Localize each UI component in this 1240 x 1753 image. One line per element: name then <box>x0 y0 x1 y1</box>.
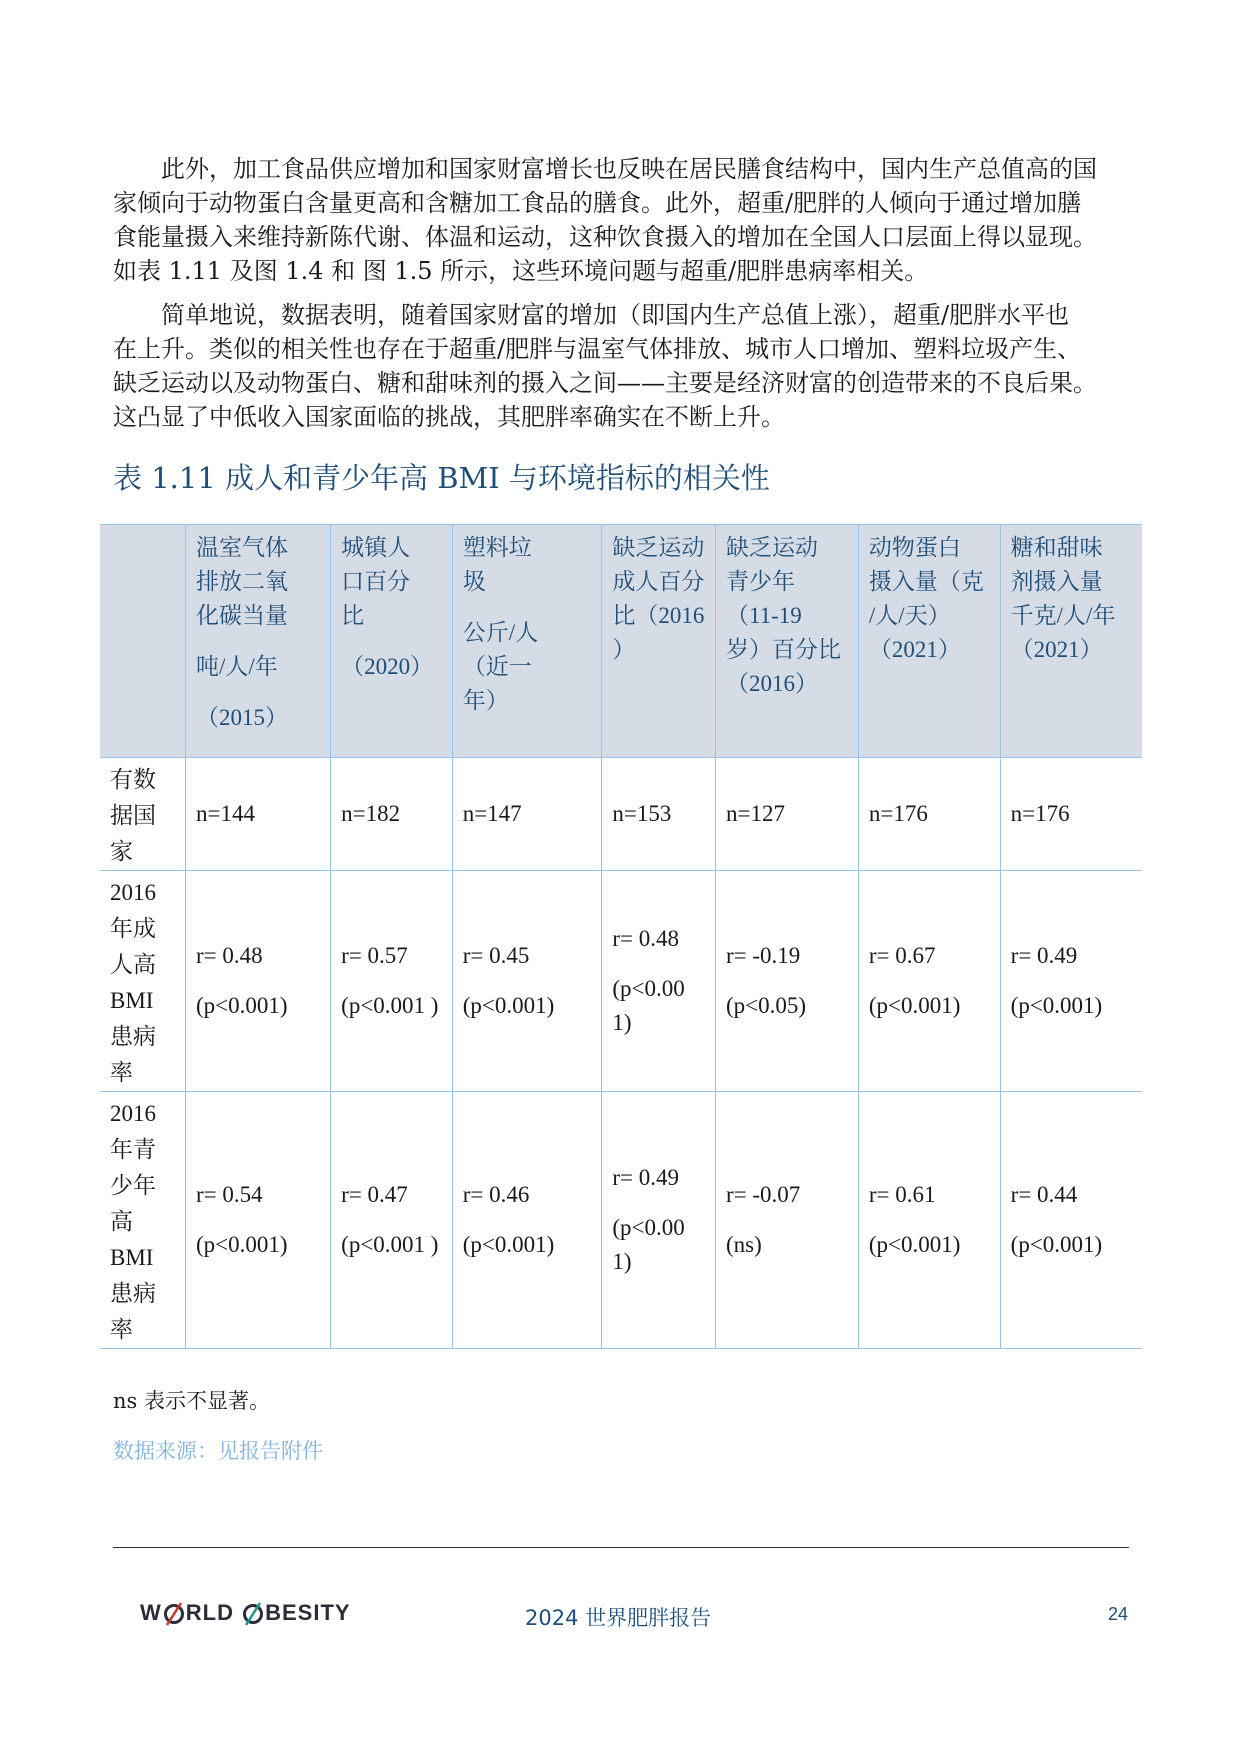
table-cell <box>858 1092 1000 1349</box>
table-cell <box>858 758 1000 871</box>
table-cell <box>715 758 858 871</box>
table-cell <box>602 1092 716 1349</box>
logo-text-besity: BESITY <box>265 1600 351 1625</box>
table-cell <box>602 871 716 1092</box>
table-cell <box>331 871 453 1092</box>
column-header <box>186 525 331 758</box>
table-cell <box>331 1092 453 1349</box>
row-header-line: 少年 <box>110 1173 156 1198</box>
paragraph-2 <box>113 298 1133 434</box>
cell-value: r= -0.19 <box>725 943 801 968</box>
table-cell <box>1000 871 1142 1092</box>
cell-value: r= 0.61 <box>868 1182 936 1207</box>
column-header-line <box>196 633 320 650</box>
column-header-line: 缺乏运动 <box>725 535 818 560</box>
header-corner-cell <box>100 525 186 758</box>
cell-pvalue: (p<0.001 ) <box>341 1232 439 1257</box>
column-header-line: （2021） <box>868 637 961 662</box>
column-header-line: 成人百分 <box>612 569 705 594</box>
row-header-line: BMI <box>110 1245 154 1270</box>
cell-pvalue: (p<0.00 1) <box>612 976 685 1035</box>
table-row <box>100 758 1142 871</box>
column-header-line: 化碳当量 <box>196 603 289 628</box>
column-header <box>331 525 453 758</box>
cell-value: n=176 <box>1010 801 1070 826</box>
column-header-line: 塑料垃 <box>462 535 532 560</box>
paragraph-line: 此外，加工食品供应增加和国家财富增长也反映在居民膳食结构中，国内生产总值高的国 <box>161 155 1097 183</box>
cell-value: r= 0.48 <box>612 926 679 951</box>
column-header <box>715 525 858 758</box>
column-header-line: 温室气体 <box>196 535 289 560</box>
cell-pvalue: (p<0.001) <box>868 1232 961 1257</box>
cell-value: r= 0.49 <box>612 1165 679 1190</box>
row-header-line: BMI <box>110 988 154 1013</box>
row-header-line: 率 <box>110 1317 133 1342</box>
table-cell <box>186 871 331 1092</box>
cell-value: r= 0.54 <box>196 1182 263 1207</box>
cell-pvalue: (p<0.001) <box>868 993 961 1018</box>
row-header-line: 年青 <box>110 1137 156 1162</box>
column-header-line: 糖和甜味 <box>1010 535 1103 560</box>
cell-value: r= -0.07 <box>725 1182 801 1207</box>
row-header-line: 2016 <box>110 880 156 905</box>
row-header <box>100 871 186 1092</box>
column-header-line: 摄入量（克 <box>868 569 984 594</box>
table-footnote: ns 表示不显著。 <box>113 1389 270 1413</box>
cell-value: n=153 <box>612 801 672 826</box>
row-header-line: 人高 <box>110 952 156 977</box>
table-header-row <box>100 525 1142 758</box>
cell-pvalue: (p<0.001) <box>1010 993 1103 1018</box>
column-header <box>452 525 602 758</box>
paragraph-line: 缺乏运动以及动物蛋白、糖和甜味剂的摄入之间——主要是经济财富的创造带来的不良后果。 <box>113 369 1097 397</box>
row-header <box>100 758 186 871</box>
row-header-line: 有数 <box>110 767 156 792</box>
footer-divider <box>113 1547 1129 1548</box>
logo-text-rld: RLD <box>185 1600 242 1625</box>
column-header-line <box>196 684 320 701</box>
column-header-line: 剂摄入量 <box>1010 569 1103 594</box>
table-cell <box>452 1092 602 1349</box>
column-header-line: 千克/人/年 <box>1010 603 1116 628</box>
column-header-line <box>341 633 442 650</box>
cell-pvalue: (ns) <box>725 1232 762 1257</box>
cell-pvalue: (p<0.001) <box>462 993 555 1018</box>
column-header-line: 口百分 <box>341 569 411 594</box>
table-row <box>100 1092 1142 1349</box>
row-header-line: 据国 <box>110 803 156 828</box>
column-header-line: 青少年 <box>725 569 795 594</box>
table-cell <box>858 871 1000 1092</box>
row-header-line: 年成 <box>110 916 156 941</box>
world-obesity-logo <box>140 1600 351 1636</box>
column-header <box>858 525 1000 758</box>
cell-value: n=176 <box>868 801 928 826</box>
row-header-line: 家 <box>110 839 133 864</box>
paragraph-line: 家倾向于动物蛋白含量更高和含糖加工食品的膳食。此外，超重/肥胖的人倾向于通过增加膳 <box>113 189 1082 217</box>
table-cell <box>715 871 858 1092</box>
table-cell <box>1000 1092 1142 1349</box>
cell-pvalue: (p<0.001 ) <box>341 993 439 1018</box>
column-header-line: 圾 <box>462 569 486 594</box>
table-cell <box>186 1092 331 1349</box>
column-header-line: 吨/人/年 <box>196 654 278 679</box>
table-title: 表 1.11 成人和青少年高 BMI 与环境指标的相关性 <box>113 461 770 495</box>
cell-value: r= 0.49 <box>1010 943 1078 968</box>
cell-value: n=144 <box>196 801 255 826</box>
column-header-line <box>463 599 592 616</box>
paragraph-line: 简单地说，数据表明，随着国家财富的增加（即国内生产总值上涨），超重/肥胖水平也 <box>161 301 1070 329</box>
column-header-line: 排放二氧 <box>196 569 289 594</box>
cell-value: n=147 <box>462 801 522 826</box>
column-header-line: 比（2016 ） <box>612 603 705 662</box>
table-cell <box>452 758 602 871</box>
column-header <box>1000 525 1142 758</box>
table-cell <box>715 1092 858 1349</box>
cell-pvalue: (p<0.05) <box>725 993 807 1018</box>
row-header <box>100 1092 186 1349</box>
row-header-line: 高 <box>110 1209 133 1234</box>
cell-pvalue: (p<0.00 1) <box>612 1215 685 1274</box>
table-cell <box>186 758 331 871</box>
cell-value: r= 0.46 <box>462 1182 530 1207</box>
column-header-line: （2020） <box>341 654 434 679</box>
paragraph-1 <box>113 152 1133 288</box>
data-source-link[interactable]: 数据来源：见报告附件 <box>113 1439 323 1463</box>
row-header-line: 2016 <box>110 1101 156 1126</box>
row-header-line: 患病 <box>110 1281 156 1306</box>
column-header-line: /人/天） <box>868 603 951 628</box>
column-header-line: （2015） <box>196 705 289 730</box>
correlation-table <box>100 524 1142 1349</box>
column-header-line: （2021） <box>1010 637 1103 662</box>
cell-pvalue: (p<0.001) <box>462 1232 555 1257</box>
column-header-line: 缺乏运动 <box>612 535 705 560</box>
cell-value: r= 0.57 <box>341 943 408 968</box>
table-cell <box>452 871 602 1092</box>
column-header-line: 年） <box>462 688 509 713</box>
table-cell <box>602 758 716 871</box>
cell-pvalue: (p<0.001) <box>196 1232 288 1257</box>
column-header-line: （11-19 <box>725 603 802 628</box>
paragraph-line: 如表 1.11 及图 1.4 和 图 1.5 所示，这些环境问题与超重/肥胖患病率相关。 <box>113 257 929 285</box>
column-header-line: 比 <box>341 603 365 628</box>
column-header-line: （近一 <box>462 654 532 679</box>
page-number: 24 <box>1108 1604 1129 1624</box>
logo-o-mark-icon <box>163 1601 185 1627</box>
logo-o-mark-icon <box>242 1601 264 1627</box>
table-cell <box>1000 758 1142 871</box>
table-row <box>100 871 1142 1092</box>
cell-pvalue: (p<0.001) <box>196 993 288 1018</box>
cell-value: n=127 <box>725 801 785 826</box>
logo-text-w: W <box>140 1600 162 1625</box>
paragraph-line: 在上升。类似的相关性也存在于超重/肥胖与温室气体排放、城市人口增加、塑料垃圾产生、 <box>113 335 1082 363</box>
cell-value: r= 0.67 <box>868 943 936 968</box>
column-header-line: （2016） <box>725 671 818 696</box>
column-header-line: 城镇人 <box>341 535 411 560</box>
column-header-line: 动物蛋白 <box>868 535 961 560</box>
cell-pvalue: (p<0.001) <box>1010 1232 1103 1257</box>
report-title: 2024 世界肥胖报告 <box>525 1606 712 1630</box>
row-header-line: 患病 <box>110 1024 156 1049</box>
column-header <box>602 525 716 758</box>
cell-value: r= 0.44 <box>1010 1182 1078 1207</box>
column-header-line: 岁）百分比 <box>725 637 841 662</box>
row-header-line: 率 <box>110 1060 133 1085</box>
cell-value: n=182 <box>341 801 401 826</box>
cell-value: r= 0.47 <box>341 1182 408 1207</box>
paragraph-line: 食能量摄入来维持新陈代谢、体温和运动，这种饮食摄入的增加在全国人口层面上得以显现。 <box>113 223 1097 251</box>
cell-value: r= 0.45 <box>462 943 530 968</box>
cell-value: r= 0.48 <box>196 943 263 968</box>
column-header-line: 公斤/人 <box>462 620 539 645</box>
paragraph-line: 这凸显了中低收入国家面临的挑战，其肥胖率确实在不断上升。 <box>113 403 785 431</box>
table-cell <box>331 758 453 871</box>
